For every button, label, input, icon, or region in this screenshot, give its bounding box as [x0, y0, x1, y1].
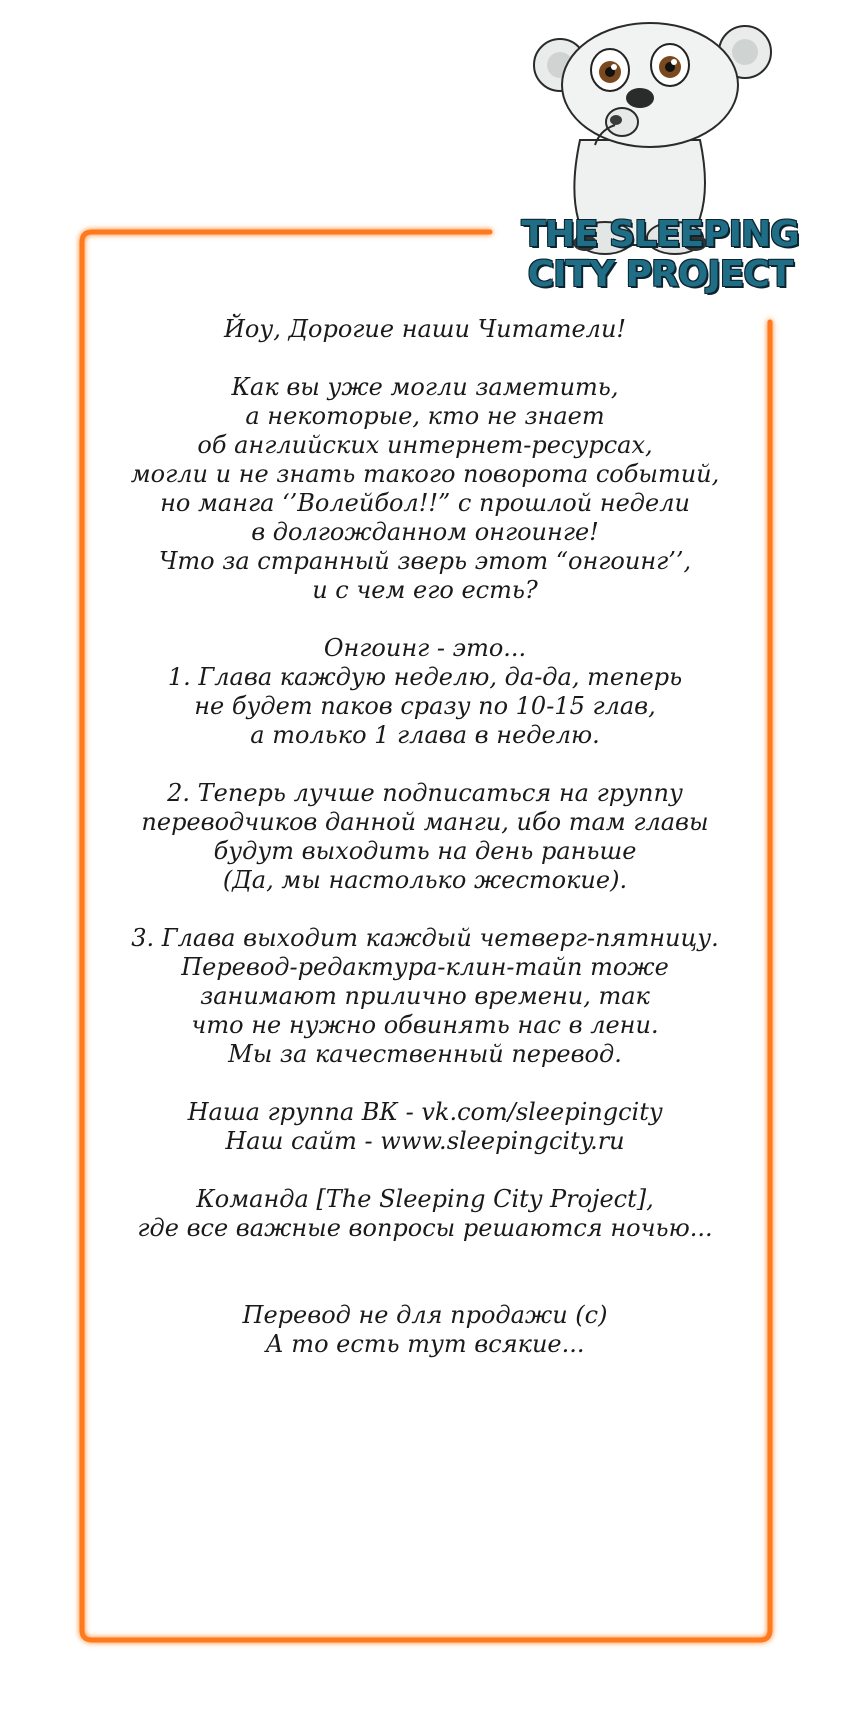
point-1-paragraph [110, 634, 740, 750]
text-line: могли и не знать такого поворота событий, [130, 460, 720, 488]
text-line: А то есть тут всякие... [265, 1330, 585, 1358]
text-line: что не нужно обвинять нас в лени. [191, 1011, 659, 1039]
text-line: Как вы уже могли заметить, [231, 373, 619, 401]
text-line: и с чем его есть? [312, 576, 538, 604]
text-line: 1. Глава каждую неделю, да-да, теперь [167, 663, 683, 691]
point-2-paragraph [110, 779, 740, 895]
logo-line-1: THE SLEEPING [521, 214, 799, 255]
text-line: будут выходить на день раньше [213, 837, 637, 865]
text-line: переводчиков данной манги, ибо там главы [141, 808, 709, 836]
text-line: Перевод не для продажи (с) [242, 1301, 608, 1329]
team-paragraph [110, 1185, 740, 1243]
text-line: об английских интернет-ресурсах, [197, 431, 653, 459]
text-line: где все важные вопросы решаются ночью... [137, 1214, 713, 1242]
intro-paragraph [110, 373, 740, 605]
greeting-paragraph [110, 315, 740, 344]
site-link-line: Наш сайт - www.sleepingcity.ru [225, 1127, 625, 1155]
text-line: Что за странный зверь этот “онгоинг’’, [158, 547, 692, 575]
text-line: а некоторые, кто не знает [245, 402, 605, 430]
text-line: не будет паков сразу по 10-15 глав, [194, 692, 656, 720]
text-line: (Да, мы настолько жестокие). [222, 866, 628, 894]
text-line: Команда [The Sleeping City Project], [196, 1185, 654, 1213]
greeting-line: Йоу, Дорогие наши Читатели! [223, 315, 627, 343]
text-line: в долгожданном онгоинге! [251, 518, 599, 546]
text-line: Перевод-редактура-клин-тайп тоже [181, 953, 669, 981]
logo-line-2: CITY PROJECT [527, 254, 793, 295]
logo-wordmark [520, 215, 800, 295]
text-line: 3. Глава выходит каждый четверг-пятницу. [131, 924, 719, 952]
text-line: но манга ‘’Волейбол!!” с прошлой недели [160, 489, 690, 517]
point-3-paragraph [110, 924, 740, 1069]
disclaimer-paragraph [110, 1301, 740, 1359]
links-paragraph [110, 1098, 740, 1156]
letter-body [110, 315, 740, 1388]
text-line: занимают прилично времени, так [200, 982, 650, 1010]
vk-link-line: Наша группа ВК - vk.com/sleepingcity [187, 1098, 663, 1126]
text-line: а только 1 глава в неделю. [250, 721, 600, 749]
text-line: Мы за качественный перевод. [228, 1040, 622, 1068]
text-line: 2. Теперь лучше подписаться на группу [167, 779, 683, 807]
text-line: Онгоинг - это... [323, 634, 527, 662]
